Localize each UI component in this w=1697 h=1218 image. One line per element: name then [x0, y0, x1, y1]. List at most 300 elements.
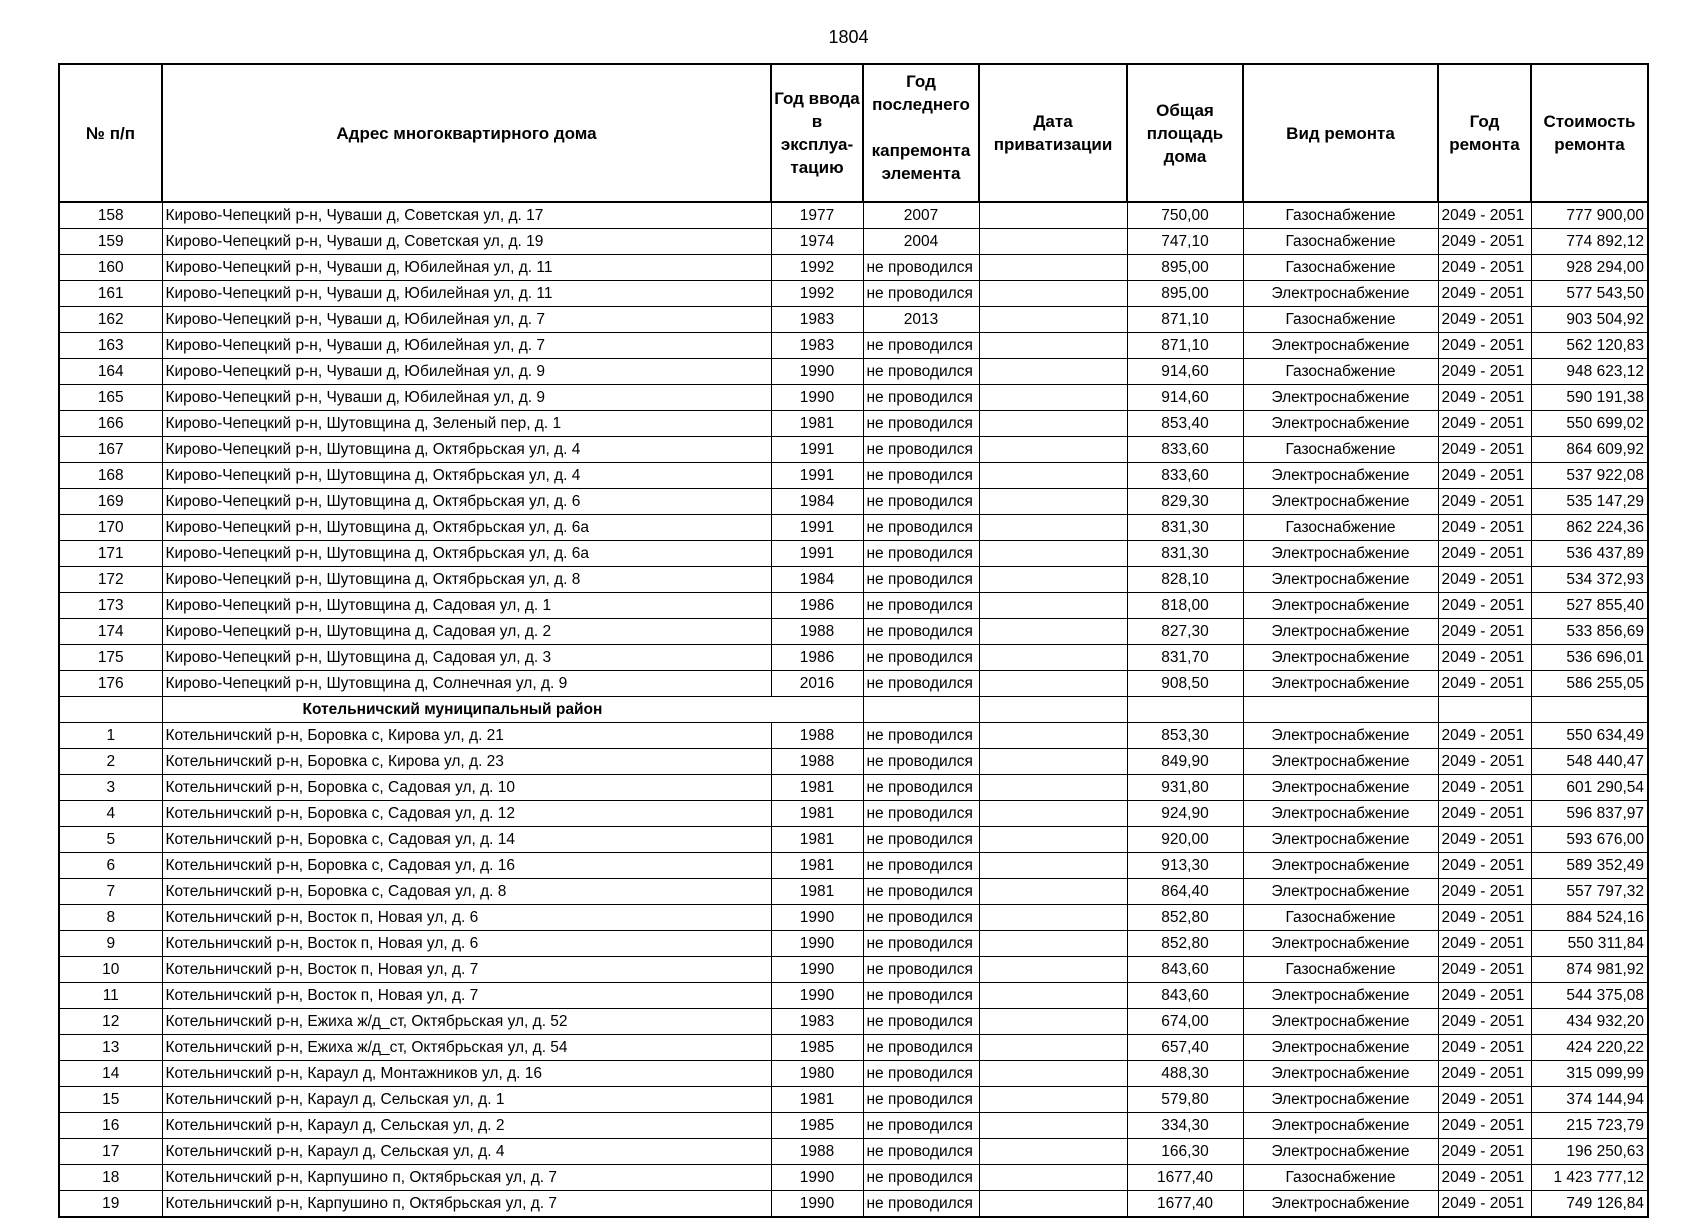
address-cell: Котельничский р-н, Караул д, Сельская ул, д. 1	[162, 1087, 771, 1113]
year-built-cell: 1992	[771, 255, 863, 281]
area-cell: 895,00	[1127, 281, 1243, 307]
repair-type-cell: Электроснабжение	[1243, 827, 1438, 853]
table-row	[59, 333, 1648, 359]
row-number: 19	[59, 1191, 162, 1218]
table-header-row	[59, 64, 1648, 202]
row-number: 13	[59, 1035, 162, 1061]
address-cell: Котельничский р-н, Ежиха ж/д_ст, Октябрьская ул, д. 52	[162, 1009, 771, 1035]
year-built-cell: 1981	[771, 879, 863, 905]
last-repair-cell: не проводился	[863, 749, 979, 775]
year-built-cell: 1988	[771, 749, 863, 775]
privatization-cell	[979, 411, 1127, 437]
privatization-cell	[979, 359, 1127, 385]
repair-year-cell: 2049 - 2051	[1438, 359, 1531, 385]
row-number: 3	[59, 775, 162, 801]
last-repair-cell: не проводился	[863, 1191, 979, 1218]
privatization-cell	[979, 567, 1127, 593]
repair-type-cell: Электроснабжение	[1243, 853, 1438, 879]
cost-cell: 536 437,89	[1531, 541, 1648, 567]
address-cell: Котельничский р-н, Боровка с, Кирова ул, д. 23	[162, 749, 771, 775]
year-built-cell: 1983	[771, 1009, 863, 1035]
table-row	[59, 645, 1648, 671]
cost-cell: 874 981,92	[1531, 957, 1648, 983]
repair-type-cell: Электроснабжение	[1243, 931, 1438, 957]
repair-type-cell: Газоснабжение	[1243, 202, 1438, 229]
year-built-cell: 1977	[771, 202, 863, 229]
year-built-cell: 1991	[771, 515, 863, 541]
repair-year-cell: 2049 - 2051	[1438, 463, 1531, 489]
table-row	[59, 437, 1648, 463]
address-cell: Котельничский р-н, Карпушино п, Октябрьская ул, д. 7	[162, 1165, 771, 1191]
address-cell: Котельничский р-н, Карпушино п, Октябрьская ул, д. 7	[162, 1191, 771, 1218]
address-cell: Котельничский р-н, Боровка с, Садовая ул, д. 10	[162, 775, 771, 801]
repair-type-cell: Электроснабжение	[1243, 281, 1438, 307]
privatization-cell	[979, 827, 1127, 853]
repair-year-cell: 2049 - 2051	[1438, 567, 1531, 593]
year-built-cell: 1988	[771, 619, 863, 645]
repair-type-cell: Газоснабжение	[1243, 359, 1438, 385]
table-row	[59, 567, 1648, 593]
repair-year-cell: 2049 - 2051	[1438, 1009, 1531, 1035]
table-row	[59, 827, 1648, 853]
table-row	[59, 1191, 1648, 1218]
last-repair-cell: не проводился	[863, 255, 979, 281]
year-built-cell: 1986	[771, 593, 863, 619]
area-cell: 914,60	[1127, 359, 1243, 385]
address-cell: Котельничский р-н, Восток п, Новая ул, д. 6	[162, 905, 771, 931]
address-cell: Котельничский р-н, Боровка с, Садовая ул, д. 14	[162, 827, 771, 853]
privatization-cell	[979, 541, 1127, 567]
last-repair-cell: не проводился	[863, 1035, 979, 1061]
table-row	[59, 1009, 1648, 1035]
area-cell: 827,30	[1127, 619, 1243, 645]
repair-type-cell: Электроснабжение	[1243, 1139, 1438, 1165]
year-built-cell: 1990	[771, 359, 863, 385]
row-number: 175	[59, 645, 162, 671]
last-repair-cell: не проводился	[863, 879, 979, 905]
privatization-cell	[979, 645, 1127, 671]
repair-type-cell: Газоснабжение	[1243, 515, 1438, 541]
area-cell: 864,40	[1127, 879, 1243, 905]
repair-type-cell: Электроснабжение	[1243, 645, 1438, 671]
cost-cell: 948 623,12	[1531, 359, 1648, 385]
table-row	[59, 307, 1648, 333]
table-row	[59, 723, 1648, 749]
year-built-cell: 1990	[771, 957, 863, 983]
section-empty-cell	[1438, 697, 1531, 723]
privatization-cell	[979, 463, 1127, 489]
year-built-cell: 1981	[771, 1087, 863, 1113]
last-repair-cell: не проводился	[863, 281, 979, 307]
row-number: 167	[59, 437, 162, 463]
repair-year-cell: 2049 - 2051	[1438, 281, 1531, 307]
privatization-cell	[979, 879, 1127, 905]
repair-type-cell: Электроснабжение	[1243, 593, 1438, 619]
area-cell: 1677,40	[1127, 1165, 1243, 1191]
repair-type-cell: Электроснабжение	[1243, 463, 1438, 489]
area-cell: 852,80	[1127, 905, 1243, 931]
last-repair-cell: не проводился	[863, 957, 979, 983]
table-row	[59, 255, 1648, 281]
repair-type-cell: Газоснабжение	[1243, 255, 1438, 281]
year-built-cell: 1991	[771, 541, 863, 567]
address-cell: Кирово-Чепецкий р-н, Чуваши д, Юбилейная ул, д. 11	[162, 255, 771, 281]
repair-type-cell: Газоснабжение	[1243, 905, 1438, 931]
table-row	[59, 515, 1648, 541]
repair-year-cell: 2049 - 2051	[1438, 1139, 1531, 1165]
row-number: 172	[59, 567, 162, 593]
row-number: 6	[59, 853, 162, 879]
address-cell: Кирово-Чепецкий р-н, Шутовщина д, Садовая ул, д. 2	[162, 619, 771, 645]
privatization-cell	[979, 202, 1127, 229]
cost-cell: 557 797,32	[1531, 879, 1648, 905]
privatization-cell	[979, 775, 1127, 801]
repair-type-cell: Электроснабжение	[1243, 671, 1438, 697]
repair-year-cell: 2049 - 2051	[1438, 229, 1531, 255]
area-cell: 843,60	[1127, 983, 1243, 1009]
last-repair-cell: не проводился	[863, 723, 979, 749]
year-built-cell: 1991	[771, 437, 863, 463]
repair-type-cell: Электроснабжение	[1243, 1087, 1438, 1113]
row-number: 173	[59, 593, 162, 619]
row-number: 8	[59, 905, 162, 931]
table-row	[59, 957, 1648, 983]
cost-cell: 533 856,69	[1531, 619, 1648, 645]
last-repair-cell: 2007	[863, 202, 979, 229]
row-number: 160	[59, 255, 162, 281]
address-cell: Кирово-Чепецкий р-н, Чуваши д, Юбилейная ул, д. 11	[162, 281, 771, 307]
repair-year-cell: 2049 - 2051	[1438, 437, 1531, 463]
table-row	[59, 931, 1648, 957]
repair-type-cell: Газоснабжение	[1243, 957, 1438, 983]
row-number: 163	[59, 333, 162, 359]
cost-cell: 601 290,54	[1531, 775, 1648, 801]
year-built-cell: 2016	[771, 671, 863, 697]
last-repair-cell: 2013	[863, 307, 979, 333]
repair-year-cell: 2049 - 2051	[1438, 1113, 1531, 1139]
row-number: 9	[59, 931, 162, 957]
area-cell: 828,10	[1127, 567, 1243, 593]
privatization-cell	[979, 593, 1127, 619]
area-cell: 871,10	[1127, 333, 1243, 359]
repair-type-cell: Электроснабжение	[1243, 983, 1438, 1009]
last-repair-cell: не проводился	[863, 931, 979, 957]
year-built-cell: 1984	[771, 489, 863, 515]
cost-cell: 215 723,79	[1531, 1113, 1648, 1139]
privatization-cell	[979, 671, 1127, 697]
area-cell: 657,40	[1127, 1035, 1243, 1061]
year-built-cell: 1985	[771, 1113, 863, 1139]
row-number: 164	[59, 359, 162, 385]
row-number: 170	[59, 515, 162, 541]
cost-cell: 527 855,40	[1531, 593, 1648, 619]
cost-cell: 749 126,84	[1531, 1191, 1648, 1218]
privatization-cell	[979, 333, 1127, 359]
page-number: 1804	[828, 27, 869, 47]
repair-year-cell: 2049 - 2051	[1438, 307, 1531, 333]
header-cost: Стоимость ремонта	[1531, 64, 1648, 202]
address-cell: Котельничский р-н, Караул д, Монтажников ул, д. 16	[162, 1061, 771, 1087]
cost-cell: 593 676,00	[1531, 827, 1648, 853]
last-repair-cell: не проводился	[863, 671, 979, 697]
table-row	[59, 905, 1648, 931]
year-built-cell: 1983	[771, 307, 863, 333]
table-row	[59, 1139, 1648, 1165]
repair-year-cell: 2049 - 2051	[1438, 385, 1531, 411]
cost-cell: 550 634,49	[1531, 723, 1648, 749]
repair-schedule-table	[58, 63, 1649, 1218]
year-built-cell: 1988	[771, 1139, 863, 1165]
privatization-cell	[979, 853, 1127, 879]
row-number: 176	[59, 671, 162, 697]
repair-year-cell: 2049 - 2051	[1438, 593, 1531, 619]
repair-year-cell: 2049 - 2051	[1438, 905, 1531, 931]
year-built-cell: 1990	[771, 385, 863, 411]
area-cell: 1677,40	[1127, 1191, 1243, 1218]
cost-cell: 544 375,08	[1531, 983, 1648, 1009]
year-built-cell: 1990	[771, 983, 863, 1009]
repair-year-cell: 2049 - 2051	[1438, 645, 1531, 671]
repair-type-cell: Электроснабжение	[1243, 333, 1438, 359]
address-cell: Котельничский р-н, Боровка с, Садовая ул, д. 12	[162, 801, 771, 827]
address-cell: Кирово-Чепецкий р-н, Шутовщина д, Октябрьская ул, д. 4	[162, 437, 771, 463]
area-cell: 166,30	[1127, 1139, 1243, 1165]
repair-type-cell: Электроснабжение	[1243, 541, 1438, 567]
year-built-cell: 1974	[771, 229, 863, 255]
repair-year-cell: 2049 - 2051	[1438, 775, 1531, 801]
privatization-cell	[979, 385, 1127, 411]
header-last-repair	[863, 64, 979, 202]
cost-cell: 534 372,93	[1531, 567, 1648, 593]
address-cell: Котельничский р-н, Восток п, Новая ул, д. 7	[162, 983, 771, 1009]
repair-year-cell: 2049 - 2051	[1438, 671, 1531, 697]
cost-cell: 774 892,12	[1531, 229, 1648, 255]
address-cell: Котельничский р-н, Восток п, Новая ул, д. 7	[162, 957, 771, 983]
area-cell: 908,50	[1127, 671, 1243, 697]
area-cell: 931,80	[1127, 775, 1243, 801]
last-repair-cell: не проводился	[863, 1061, 979, 1087]
row-number: 16	[59, 1113, 162, 1139]
cost-cell: 903 504,92	[1531, 307, 1648, 333]
address-cell: Котельничский р-н, Восток п, Новая ул, д. 6	[162, 931, 771, 957]
row-number: 11	[59, 983, 162, 1009]
table-row	[59, 801, 1648, 827]
area-cell: 853,40	[1127, 411, 1243, 437]
area-cell: 829,30	[1127, 489, 1243, 515]
year-built-cell: 1990	[771, 1191, 863, 1218]
address-cell: Котельничский р-н, Боровка с, Садовая ул, д. 16	[162, 853, 771, 879]
cost-cell: 374 144,94	[1531, 1087, 1648, 1113]
address-cell: Котельничский р-н, Боровка с, Кирова ул, д. 21	[162, 723, 771, 749]
last-repair-cell: не проводился	[863, 905, 979, 931]
area-cell: 924,90	[1127, 801, 1243, 827]
table-row	[59, 1061, 1648, 1087]
table-row	[59, 879, 1648, 905]
repair-type-cell: Газоснабжение	[1243, 229, 1438, 255]
table-row	[59, 1113, 1648, 1139]
repair-type-cell: Электроснабжение	[1243, 567, 1438, 593]
repair-type-cell: Электроснабжение	[1243, 749, 1438, 775]
table-row	[59, 359, 1648, 385]
cost-cell: 777 900,00	[1531, 202, 1648, 229]
table-row	[59, 983, 1648, 1009]
year-built-cell: 1985	[771, 1035, 863, 1061]
area-cell: 833,60	[1127, 437, 1243, 463]
table-row	[59, 489, 1648, 515]
privatization-cell	[979, 1191, 1127, 1218]
section-empty-cell	[1531, 697, 1648, 723]
address-cell: Котельничский р-н, Караул д, Сельская ул, д. 2	[162, 1113, 771, 1139]
last-repair-cell: не проводился	[863, 1087, 979, 1113]
header-repair-type: Вид ремонта	[1243, 64, 1438, 202]
section-num-cell	[59, 697, 162, 723]
year-built-cell: 1988	[771, 723, 863, 749]
privatization-cell	[979, 905, 1127, 931]
table-row	[59, 749, 1648, 775]
area-cell: 334,30	[1127, 1113, 1243, 1139]
repair-type-cell: Электроснабжение	[1243, 385, 1438, 411]
last-repair-cell: не проводился	[863, 515, 979, 541]
privatization-cell	[979, 749, 1127, 775]
last-repair-cell: не проводился	[863, 489, 979, 515]
address-cell: Кирово-Чепецкий р-н, Шутовщина д, Октябрьская ул, д. 6	[162, 489, 771, 515]
row-number: 7	[59, 879, 162, 905]
area-cell: 831,70	[1127, 645, 1243, 671]
address-cell: Кирово-Чепецкий р-н, Шутовщина д, Садовая ул, д. 3	[162, 645, 771, 671]
area-cell: 747,10	[1127, 229, 1243, 255]
address-cell: Кирово-Чепецкий р-н, Шутовщина д, Зеленый пер, д. 1	[162, 411, 771, 437]
cost-cell: 862 224,36	[1531, 515, 1648, 541]
repair-year-cell: 2049 - 2051	[1438, 489, 1531, 515]
header-last-repair-line1: Год последнего	[872, 72, 970, 114]
repair-year-cell: 2049 - 2051	[1438, 515, 1531, 541]
cost-cell: 562 120,83	[1531, 333, 1648, 359]
address-cell: Кирово-Чепецкий р-н, Шутовщина д, Октябрьская ул, д. 4	[162, 463, 771, 489]
repair-year-cell: 2049 - 2051	[1438, 1087, 1531, 1113]
area-cell: 913,30	[1127, 853, 1243, 879]
repair-year-cell: 2049 - 2051	[1438, 749, 1531, 775]
table-row	[59, 775, 1648, 801]
repair-year-cell: 2049 - 2051	[1438, 827, 1531, 853]
last-repair-cell: не проводился	[863, 411, 979, 437]
year-built-cell: 1986	[771, 645, 863, 671]
area-cell: 843,60	[1127, 957, 1243, 983]
row-number: 169	[59, 489, 162, 515]
last-repair-cell: не проводился	[863, 801, 979, 827]
header-privatization: Дата приватизации	[979, 64, 1127, 202]
privatization-cell	[979, 307, 1127, 333]
table-row	[59, 1087, 1648, 1113]
last-repair-cell: не проводился	[863, 567, 979, 593]
repair-year-cell: 2049 - 2051	[1438, 255, 1531, 281]
privatization-cell	[979, 1113, 1127, 1139]
repair-type-cell: Электроснабжение	[1243, 1191, 1438, 1218]
cost-cell: 537 922,08	[1531, 463, 1648, 489]
row-number: 12	[59, 1009, 162, 1035]
last-repair-cell: не проводился	[863, 385, 979, 411]
address-cell: Кирово-Чепецкий р-н, Шутовщина д, Октябрьская ул, д. 6а	[162, 541, 771, 567]
repair-type-cell: Электроснабжение	[1243, 1035, 1438, 1061]
row-number: 2	[59, 749, 162, 775]
cost-cell: 536 696,01	[1531, 645, 1648, 671]
row-number: 165	[59, 385, 162, 411]
year-built-cell: 1981	[771, 801, 863, 827]
area-cell: 818,00	[1127, 593, 1243, 619]
header-area: Общая площадь дома	[1127, 64, 1243, 202]
section-empty-cell	[1243, 697, 1438, 723]
area-cell: 914,60	[1127, 385, 1243, 411]
repair-type-cell: Электроснабжение	[1243, 1061, 1438, 1087]
privatization-cell	[979, 801, 1127, 827]
cost-cell: 550 311,84	[1531, 931, 1648, 957]
year-built-cell: 1981	[771, 853, 863, 879]
repair-type-cell: Электроснабжение	[1243, 1113, 1438, 1139]
header-num: № п/п	[59, 64, 162, 202]
last-repair-cell: не проводился	[863, 645, 979, 671]
cost-cell: 884 524,16	[1531, 905, 1648, 931]
privatization-cell	[979, 437, 1127, 463]
last-repair-cell: не проводился	[863, 853, 979, 879]
section-empty-cell	[863, 697, 979, 723]
privatization-cell	[979, 489, 1127, 515]
repair-type-cell: Электроснабжение	[1243, 1009, 1438, 1035]
year-built-cell: 1990	[771, 1165, 863, 1191]
row-number: 14	[59, 1061, 162, 1087]
privatization-cell	[979, 1165, 1127, 1191]
area-cell: 920,00	[1127, 827, 1243, 853]
privatization-cell	[979, 1087, 1127, 1113]
cost-cell: 548 440,47	[1531, 749, 1648, 775]
cost-cell: 550 699,02	[1531, 411, 1648, 437]
last-repair-cell: не проводился	[863, 437, 979, 463]
repair-type-cell: Электроснабжение	[1243, 411, 1438, 437]
repair-type-cell: Электроснабжение	[1243, 723, 1438, 749]
table-row	[59, 671, 1648, 697]
address-cell: Кирово-Чепецкий р-н, Шутовщина д, Солнечная ул, д. 9	[162, 671, 771, 697]
year-built-cell: 1981	[771, 775, 863, 801]
cost-cell: 864 609,92	[1531, 437, 1648, 463]
area-cell: 853,30	[1127, 723, 1243, 749]
repair-year-cell: 2049 - 2051	[1438, 801, 1531, 827]
repair-type-cell: Газоснабжение	[1243, 437, 1438, 463]
last-repair-cell: не проводился	[863, 1139, 979, 1165]
table-body	[59, 202, 1648, 1217]
repair-year-cell: 2049 - 2051	[1438, 1035, 1531, 1061]
repair-year-cell: 2049 - 2051	[1438, 853, 1531, 879]
address-cell: Котельничский р-н, Ежиха ж/д_ст, Октябрьская ул, д. 54	[162, 1035, 771, 1061]
repair-type-cell: Электроснабжение	[1243, 489, 1438, 515]
privatization-cell	[979, 229, 1127, 255]
cost-cell: 535 147,29	[1531, 489, 1648, 515]
last-repair-cell: не проводился	[863, 333, 979, 359]
table-row	[59, 281, 1648, 307]
cost-cell: 928 294,00	[1531, 255, 1648, 281]
cost-cell: 590 191,38	[1531, 385, 1648, 411]
repair-year-cell: 2049 - 2051	[1438, 1061, 1531, 1087]
address-cell: Котельничский р-н, Караул д, Сельская ул, д. 4	[162, 1139, 771, 1165]
address-cell: Кирово-Чепецкий р-н, Чуваши д, Советская ул, д. 19	[162, 229, 771, 255]
area-cell: 895,00	[1127, 255, 1243, 281]
row-number: 174	[59, 619, 162, 645]
last-repair-cell: 2004	[863, 229, 979, 255]
address-cell: Кирово-Чепецкий р-н, Чуваши д, Советская ул, д. 17	[162, 202, 771, 229]
privatization-cell	[979, 983, 1127, 1009]
privatization-cell	[979, 1009, 1127, 1035]
area-cell: 852,80	[1127, 931, 1243, 957]
repair-type-cell: Газоснабжение	[1243, 1165, 1438, 1191]
row-number: 166	[59, 411, 162, 437]
table-row	[59, 1035, 1648, 1061]
